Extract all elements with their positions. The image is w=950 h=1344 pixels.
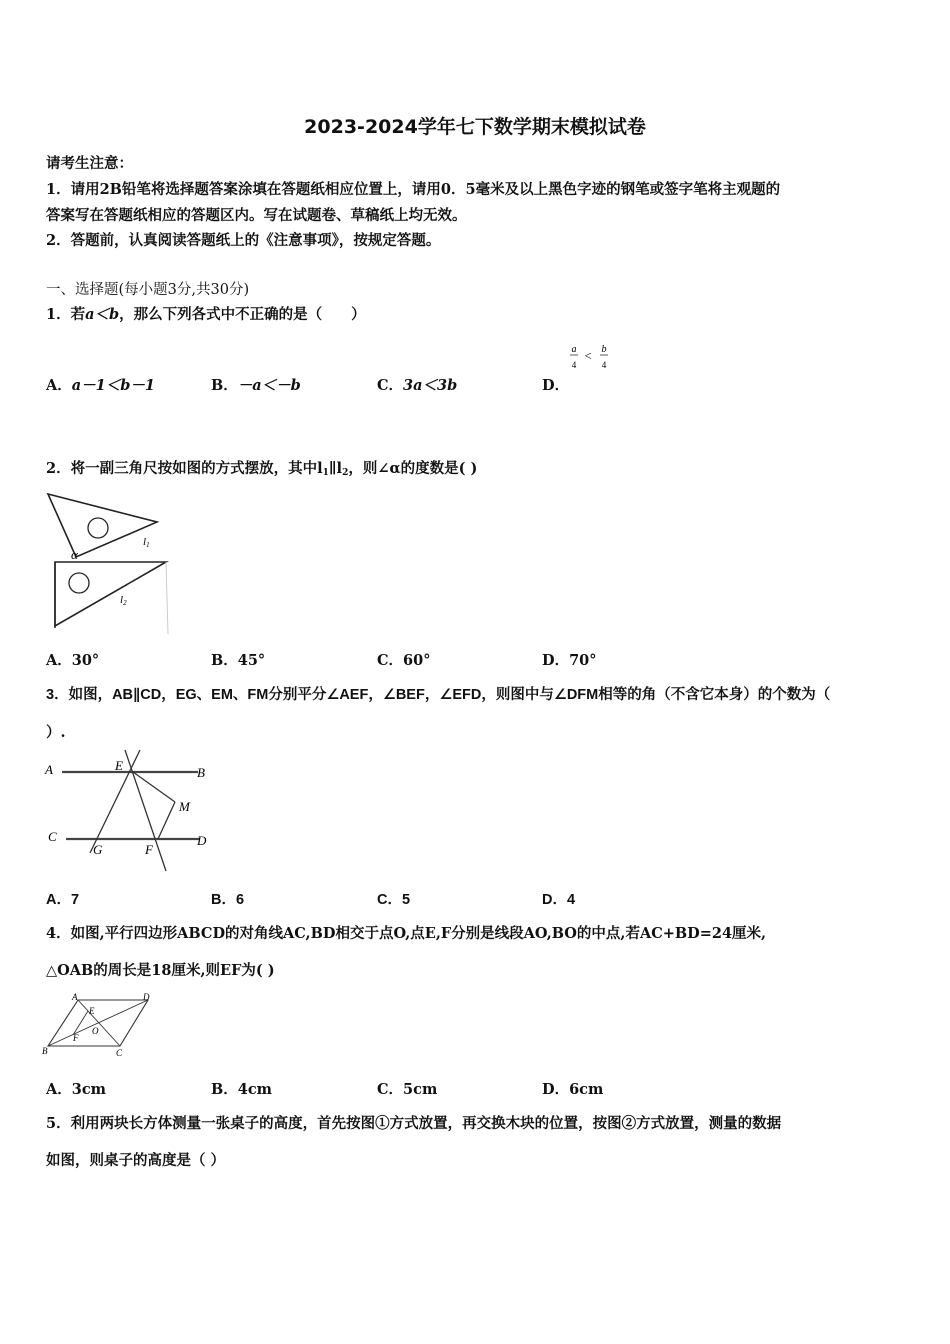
- label-d: D: [197, 833, 207, 848]
- label-b: B: [197, 765, 205, 780]
- frac-b-numerator: b: [601, 344, 607, 355]
- q4-option-a: A．3cm: [46, 1081, 107, 1098]
- notice-heading: 请考生注意：: [46, 155, 133, 172]
- q3-figure: [40, 745, 220, 880]
- frac-less-than: <: [584, 348, 592, 363]
- page-title: 2023-2024学年七下数学期末模拟试卷: [304, 116, 646, 138]
- q2-stem-suffix: ，则∠α的度数是( ): [348, 460, 478, 477]
- frac-a-denominator: 4: [571, 360, 577, 370]
- q4-stem-line-1: 4．如图,平行四边形ABCD的对角线AC,BD相交于点O,点E,F分别是线段AO,BO的中点,若AC+BD=24厘米,: [46, 925, 767, 942]
- label-c: C: [116, 1048, 123, 1058]
- q1-option-b-text: －a＜－b: [237, 377, 301, 394]
- triangle-ruler-upper: [48, 494, 157, 557]
- l2-letter: l: [120, 594, 124, 606]
- faint-guide-line: [166, 562, 168, 634]
- q3-option-d: D．4: [542, 892, 576, 908]
- q2-option-c: C．60°: [377, 652, 431, 669]
- label-a: A: [72, 992, 78, 1002]
- l2-label: [120, 594, 127, 607]
- label-g: G: [93, 842, 103, 857]
- q2-stem: [46, 457, 477, 478]
- q3-stem-line-1: 3．如图，AB∥CD，EG、EM、FM分别平分∠AEF，∠BEF，∠EFD，则图中与∠DFM相等的角（不含它本身）的个数为（: [46, 687, 831, 703]
- ruler-hole-upper: [88, 518, 108, 538]
- q1-option-a-text: a－1＜b－1: [71, 377, 155, 394]
- label-m: M: [179, 799, 190, 814]
- q4-option-b: B．4cm: [211, 1081, 273, 1098]
- q4-figure: [40, 990, 165, 1060]
- q5-stem-line-1: 5．利用两块长方体测量一张桌子的高度，首先按图①方式放置，再交换木块的位置，按图②方式放置，测量的数据: [46, 1115, 782, 1132]
- q3-stem-line-2: ）.: [46, 724, 66, 741]
- q2-sub-1: 1: [322, 468, 329, 478]
- label-o: O: [92, 1026, 99, 1036]
- notice-line-2: 答案写在答题纸相应的答题区内。写在试题卷、草稿纸上均无效。: [46, 207, 467, 224]
- q2-option-d: D．70°: [542, 652, 597, 669]
- q2-figure: [40, 486, 190, 636]
- q5-stem-line-2: 如图，则桌子的高度是（ ）: [46, 1152, 226, 1169]
- q4-option-c: C．5cm: [377, 1081, 438, 1098]
- q1-option-a-label: A．: [46, 377, 72, 394]
- q3-option-a: A．7: [46, 892, 80, 908]
- ruler-hole-lower: [69, 573, 89, 593]
- label-e: E: [115, 758, 123, 773]
- label-f: F: [73, 1033, 79, 1043]
- q1-option-c-text: 3a＜3b: [403, 377, 458, 394]
- triangle-ruler-lower: [55, 562, 166, 626]
- q1-option-d-fraction: [564, 340, 614, 376]
- l2-subscript: 2: [123, 599, 127, 607]
- l1-letter: l: [143, 536, 147, 548]
- q1-prefix: 1．若: [46, 306, 86, 323]
- q1-stem: [46, 303, 366, 324]
- q1-option-b: [211, 374, 301, 395]
- label-f: F: [145, 842, 153, 857]
- q2-stem-mid: ∥l: [328, 460, 343, 477]
- segment-em: [133, 772, 175, 802]
- label-d: D: [143, 992, 150, 1002]
- l1-subscript: 1: [146, 541, 150, 549]
- alpha-label: α: [71, 547, 78, 562]
- q3-option-b: B．6: [211, 892, 245, 908]
- segment-fm: [158, 802, 175, 839]
- section-heading: 一、选择题(每小题3分,共30分): [46, 282, 250, 298]
- q1-option-d-label: D．: [542, 377, 570, 394]
- q4-option-d: D．6cm: [542, 1081, 604, 1098]
- q1-option-b-label: B．: [211, 377, 238, 394]
- q2-option-b: B．45°: [211, 652, 266, 669]
- label-c: C: [48, 829, 57, 844]
- frac-b-denominator: 4: [601, 360, 607, 370]
- q2-stem-prefix: 2．将一副三角尺按如图的方式摆放，其中l: [46, 460, 323, 477]
- label-e: E: [89, 1006, 95, 1016]
- notice-line-3: 2．答题前，认真阅读答题纸上的《注意事项》，按规定答题。: [46, 232, 441, 249]
- q4-stem-line-2: △OAB的周长是18厘米,则EF为( ): [46, 962, 275, 979]
- q1-option-a: [46, 374, 155, 395]
- q1-condition: a＜b: [85, 306, 120, 323]
- q1-option-c-label: C．: [377, 377, 404, 394]
- q1-suffix: ，那么下列各式中不正确的是（ ）: [119, 306, 366, 323]
- q2-sub-2: 2: [342, 468, 349, 478]
- q3-option-c: C．5: [377, 892, 411, 908]
- label-b: B: [42, 1046, 48, 1056]
- q2-option-a: A．30°: [46, 652, 100, 669]
- label-a: A: [45, 762, 53, 777]
- l1-label: [143, 536, 150, 549]
- notice-line-1: 1．请用2B铅笔将选择题答案涂填在答题纸相应位置上，请用0．5毫米及以上黑色字迹的钢笔或签字笔将主观题的: [46, 181, 781, 198]
- q1-option-c: [377, 374, 457, 395]
- frac-a-numerator: a: [571, 344, 577, 355]
